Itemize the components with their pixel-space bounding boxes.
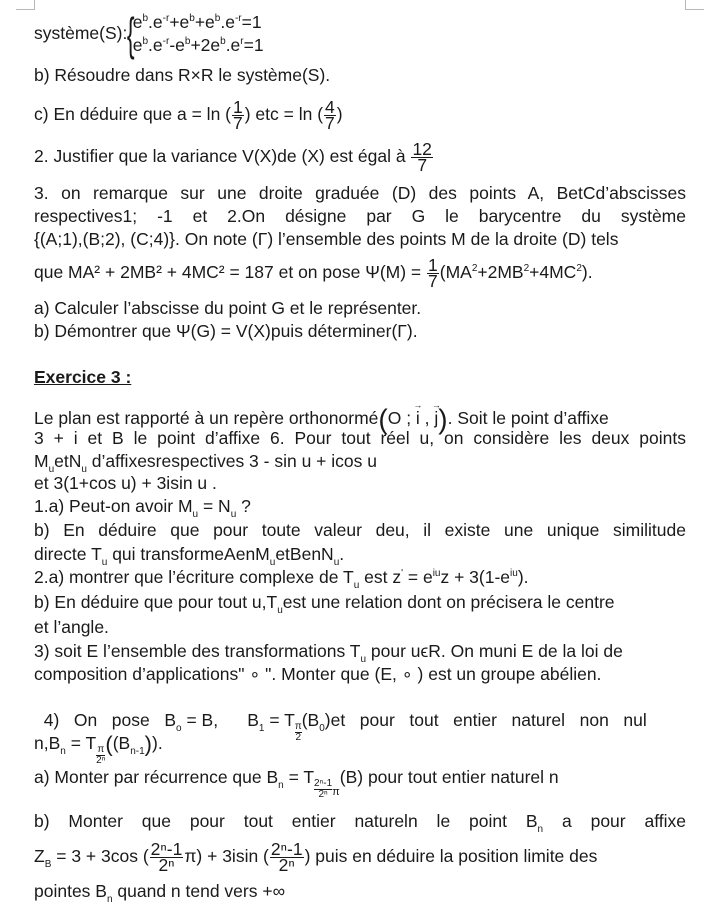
text-fragment: 2ⁿ-1 xyxy=(150,838,183,859)
text-fragment: b xyxy=(214,13,221,25)
text-fragment: u xyxy=(230,509,237,520)
math-glyph: ( xyxy=(378,403,388,435)
ex3-intro-line-2: 3 + i et B le point d’affixe 6. Pour tout réel u, on considère les deux points xyxy=(34,428,686,448)
text-fragment: e xyxy=(132,35,143,56)
text-fragment: ). xyxy=(517,567,529,587)
math-glyph: ) xyxy=(144,731,152,757)
text-fragment: π xyxy=(97,744,105,755)
text-fragment: +e xyxy=(194,12,215,33)
text-fragment: = e xyxy=(403,567,433,587)
text-fragment: 1 xyxy=(428,254,438,275)
text-fragment: =1 xyxy=(243,35,264,56)
text-fragment: qui transformeAenM xyxy=(107,544,270,564)
text-fragment: o xyxy=(176,723,182,734)
text-fragment: (B xyxy=(301,710,320,730)
text-fragment: iu xyxy=(432,568,441,580)
text-fragment: n xyxy=(60,746,66,757)
text-fragment: n-1 xyxy=(130,746,145,757)
text-fragment: pointes B xyxy=(34,881,107,901)
text-fragment: +2MB xyxy=(477,262,524,282)
text-fragment: iu xyxy=(510,568,518,580)
text-fragment: 3) soit E l’ensemble des transformations T xyxy=(34,641,361,661)
text-fragment: .e xyxy=(148,12,163,33)
text-fragment: c) En déduire que a = ln ( xyxy=(34,104,231,124)
text-fragment: B xyxy=(44,859,52,870)
text-fragment: -r xyxy=(234,13,242,25)
fraction-1-7 xyxy=(232,96,244,133)
text-fragment: u xyxy=(101,557,108,568)
text-fragment: -r xyxy=(162,36,170,48)
text-fragment: 2 xyxy=(295,732,302,743)
text-fragment: = B, B xyxy=(181,710,259,730)
text-fragment: b xyxy=(184,36,191,48)
ex3-q4a xyxy=(34,766,559,803)
text-fragment: .e xyxy=(225,35,241,56)
text-fragment: a) Monter par récurrence que B xyxy=(34,767,279,787)
text-fragment: 4 xyxy=(325,96,335,117)
ex3-q3-line-2: composition d’applications" ∘ ". Monter que (E, ∘ ) est un groupe abélien. xyxy=(34,664,602,684)
ex3-q4-line-2 xyxy=(34,732,163,766)
text-fragment: b) Monter que pour tout entier natureln le point B xyxy=(34,811,538,831)
text-fragment: (MA xyxy=(439,262,472,282)
fraction-4-7 xyxy=(324,96,336,133)
text-fragment: ) etc = ln ( xyxy=(244,104,324,124)
text-fragment: π xyxy=(294,721,302,732)
text-fragment: ) + 3isin ( xyxy=(196,846,269,866)
text-fragment: u xyxy=(277,605,283,616)
ex3-q2b-line-1 xyxy=(34,591,615,622)
text-fragment: d’affixesrespectives 3 - sin u + icos u xyxy=(86,451,377,471)
page-corner-mark-left xyxy=(16,0,35,10)
text-fragment: b xyxy=(220,36,226,48)
text-fragment: e xyxy=(132,12,143,33)
text-fragment: 12 xyxy=(412,138,432,159)
text-fragment: 7 xyxy=(428,270,438,291)
text-fragment: O ; xyxy=(387,408,416,428)
text-fragment: u xyxy=(192,509,199,520)
text-fragment: a pour affixe xyxy=(543,811,686,831)
text-fragment: n xyxy=(106,894,113,905)
system-s xyxy=(34,8,264,61)
q3-part-b: b) Démontrer que Ψ(G) = V(X)puis déterminer(Γ). xyxy=(34,321,418,341)
text-fragment: 2ⁿ xyxy=(158,854,175,875)
text-fragment: n xyxy=(278,780,284,791)
q3-line-4 xyxy=(34,254,593,290)
text-fragment: → j xyxy=(434,400,438,436)
text-fragment: 1 xyxy=(233,96,243,117)
ex3-intro-line-4: et 3(1+cos u) + 3isin u . xyxy=(34,473,217,493)
q3-line-2: respectives1; -1 et 2.On désigne par G le barycentre du système xyxy=(34,206,686,226)
fraction-2n-b xyxy=(270,838,304,875)
text-fragment: = 3 + 3cos ( xyxy=(51,846,149,866)
text-fragment: r xyxy=(240,36,244,48)
text-fragment: u xyxy=(360,654,367,665)
text-fragment: 2. Justifier que la variance V(X)de (X) est égal à xyxy=(34,146,406,166)
text-fragment: u xyxy=(333,557,340,568)
text-fragment: etN xyxy=(54,451,82,471)
text-fragment: = T xyxy=(283,767,315,787)
question-2 xyxy=(34,138,434,174)
text-fragment: u xyxy=(81,464,87,475)
text-fragment: .e xyxy=(220,12,235,33)
text-fragment: n,B xyxy=(34,733,61,753)
page-corner-mark-right xyxy=(685,0,704,10)
q3-line-1: 3. on remarque sur une droite graduée (D) des points A, BetCd’abscisses xyxy=(34,183,686,203)
text-fragment: M xyxy=(34,451,49,471)
text-fragment: ). xyxy=(581,262,593,282)
text-fragment: 2.a) montrer que l’écriture complexe de T xyxy=(34,567,354,587)
text-fragment: , xyxy=(419,408,435,428)
text-fragment: +4MC xyxy=(529,262,577,282)
text-fragment: = T xyxy=(65,733,97,753)
text-fragment: . Soit le point d’affixe xyxy=(447,408,609,428)
ex3-q2b-line-2: et l’angle. xyxy=(34,617,109,637)
text-fragment: b xyxy=(142,13,149,25)
text-fragment: = N xyxy=(198,496,231,516)
part-b: b) Résoudre dans R×R le système(S). xyxy=(34,65,331,85)
text-fragment: = T xyxy=(264,710,295,730)
text-fragment: 2ⁿ xyxy=(278,854,295,875)
q3-line-3: {(A;1),(B;2), (C;4)}. On note (Γ) l’ensemble des points M de la droite (D) tels xyxy=(34,229,619,249)
text-fragment: ' xyxy=(401,568,403,580)
text-fragment: =1 xyxy=(241,12,262,33)
text-fragment: ). xyxy=(152,733,163,753)
math-glyph: ( xyxy=(105,731,113,757)
text-fragment: ) puis en déduire la position limite des xyxy=(304,846,598,866)
text-fragment: 2ⁿ xyxy=(96,755,106,766)
text-fragment: π xyxy=(332,786,340,798)
text-fragment: 1 xyxy=(258,723,265,734)
system-label: système(S): xyxy=(34,23,128,43)
text-fragment: 1.a) Peut-on avoir M xyxy=(34,496,193,516)
text-fragment: est z xyxy=(359,567,402,587)
text-fragment: 2ⁿ-1 xyxy=(314,778,333,789)
text-fragment: ) xyxy=(336,104,343,124)
text-fragment: 7 xyxy=(325,112,335,133)
text-fragment: b xyxy=(142,36,149,48)
text-fragment: 2ⁿ-1 xyxy=(270,838,303,859)
text-fragment: )et pour tout entier naturel non nul xyxy=(324,710,647,730)
text-fragment: ? xyxy=(236,496,251,516)
text-fragment: -r xyxy=(162,13,170,25)
system-equations xyxy=(133,11,264,57)
text-fragment: etBenN xyxy=(275,544,334,564)
text-fragment: 7 xyxy=(417,154,428,175)
text-fragment: directe T xyxy=(34,544,102,564)
text-fragment: Le plan est rapporté à un repère orthonormé xyxy=(34,408,379,428)
ex3-q4b-line-2 xyxy=(34,836,597,885)
text-fragment: -e xyxy=(169,35,185,56)
fraction-1-7b xyxy=(427,254,439,291)
fraction-12-7 xyxy=(411,138,432,175)
text-fragment: u xyxy=(353,580,360,591)
text-fragment: .e xyxy=(148,35,163,56)
text-fragment: +e xyxy=(169,12,190,33)
math-glyph: ) xyxy=(438,403,448,435)
text-fragment: +2e xyxy=(190,35,221,56)
text-fragment: 4) On pose B xyxy=(43,710,177,730)
equation-2 xyxy=(133,34,264,57)
text-fragment: est une relation dont on précisera le centre xyxy=(282,592,615,612)
text-fragment: . xyxy=(339,544,345,564)
text-fragment: pour uϵR. On muni E de la loi de xyxy=(366,641,623,661)
text-fragment: (B xyxy=(112,733,131,753)
equation-1 xyxy=(133,11,264,34)
math-glyph xyxy=(314,779,332,800)
fraction-2n xyxy=(150,838,184,875)
q3-part-a: a) Calculer l’abscisse du point G et le représenter. xyxy=(34,298,422,318)
text-fragment: que MA² + 2MB² + 4MC² = 187 et on pose Ψ(M) = xyxy=(34,262,427,282)
left-brace: { xyxy=(127,8,135,61)
ex3-q1b-line-1: b) En déduire que pour toute valeur deu, il existe une unique similitude xyxy=(34,520,686,540)
math-glyph xyxy=(96,745,105,766)
text-fragment: b xyxy=(189,13,195,25)
text-fragment: (B) pour tout entier naturel n xyxy=(339,767,559,787)
text-fragment: u xyxy=(269,557,276,568)
exercise-3-heading: Exercice 3 : xyxy=(34,367,132,387)
text-fragment: b) En déduire que pour tout u,T xyxy=(34,592,278,612)
text-fragment: 2 xyxy=(576,263,582,275)
text-fragment: π xyxy=(184,846,197,866)
text-fragment: 2 xyxy=(471,263,478,275)
math-glyph xyxy=(295,722,302,743)
text-fragment: Z xyxy=(34,846,45,866)
part-c xyxy=(34,96,343,132)
text-fragment: z + 3(1-e xyxy=(440,567,511,587)
text-fragment: 7 xyxy=(233,112,243,133)
text-fragment: quand n tend vers +∞ xyxy=(112,881,286,901)
text-fragment: → i xyxy=(416,400,420,436)
text-fragment: u xyxy=(48,464,55,475)
text-fragment: n xyxy=(537,824,544,835)
ex3-q4b-line-3 xyxy=(34,880,285,911)
text-fragment: 0 xyxy=(319,723,325,734)
text-fragment: 2ⁿ xyxy=(318,789,328,800)
text-fragment: 2 xyxy=(523,263,530,275)
